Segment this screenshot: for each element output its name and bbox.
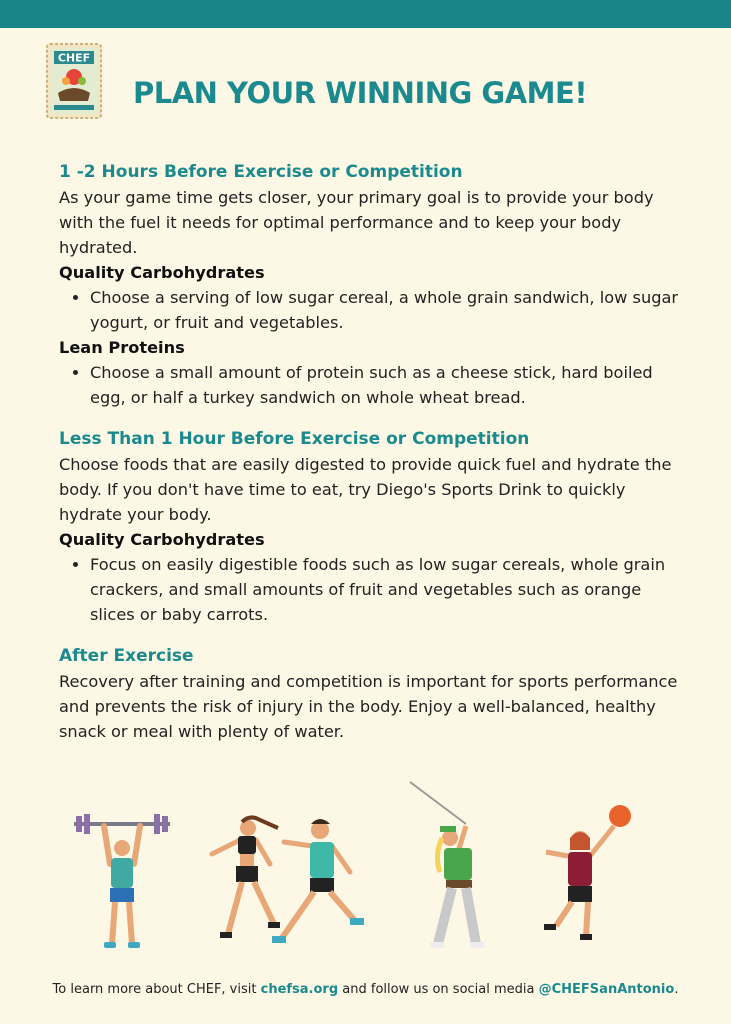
page-title: PLAN YOUR WINNING GAME! (133, 76, 588, 110)
footer (0, 982, 731, 997)
top-banner-bar (0, 0, 731, 28)
group-label: Lean Proteins (59, 338, 185, 357)
section-heading: After Exercise (59, 646, 194, 666)
runner-man-figure (272, 819, 364, 943)
logo-text: CHEF (57, 51, 91, 65)
athletes-illustration (60, 776, 680, 966)
section-heading: 1 -2 Hours Before Exercise or Competition (59, 162, 463, 182)
runner-woman-figure (212, 817, 280, 938)
footer-text: . (674, 982, 679, 997)
footer-text: To learn more about CHEF, visit (52, 982, 261, 997)
section-less-than-1-hour (59, 427, 679, 627)
section-intro: Recovery after training and competition is important for sports performance and prevents the risk of injury in the body. Enjoy a well-balanced, healthy snack or meal with plenty of water. (59, 672, 678, 741)
section-1-2-hours-before (59, 160, 679, 410)
chef-logo (46, 43, 102, 119)
main-content (59, 160, 679, 761)
basketball-player-figure (544, 805, 631, 940)
bullet-item: • Choose a small amount of protein such as a cheese stick, hard boiled egg, or half a turkey sandwich on whole wheat bread. (90, 360, 679, 410)
bullet-list (59, 552, 679, 627)
bullet-item: • Focus on easily digestible foods such as low sugar cereals, whole grain crackers, and small amounts of fruit and vegetables such as orange slices or baby carrots. (90, 552, 679, 627)
footer-text: and follow us on social media (338, 982, 539, 997)
bullet-list (59, 360, 679, 410)
group-label: Quality Carbohydrates (59, 263, 265, 282)
section-intro: As your game time gets closer, your primary goal is to provide your body with the fuel it needs for optimal performance and to keep your body hydrated. (59, 188, 654, 257)
bullet-item: • Choose a serving of low sugar cereal, a whole grain sandwich, low sugar yogurt, or fruit and vegetables. (90, 285, 679, 335)
website-link[interactable]: chefsa.org (260, 982, 339, 997)
section-heading: Less Than 1 Hour Before Exercise or Competition (59, 429, 530, 449)
bullet-list (59, 285, 679, 335)
weightlifter-figure (74, 814, 170, 948)
group-label: Quality Carbohydrates (59, 530, 265, 549)
section-after-exercise (59, 644, 679, 744)
golfer-figure (410, 782, 484, 948)
section-intro: Choose foods that are easily digested to provide quick fuel and hydrate the body. If you don't have time to eat, try Diego's Sports Drink to quickly hydrate your body. (59, 455, 672, 524)
social-handle-link[interactable]: @CHEFSanAntonio (538, 982, 675, 997)
